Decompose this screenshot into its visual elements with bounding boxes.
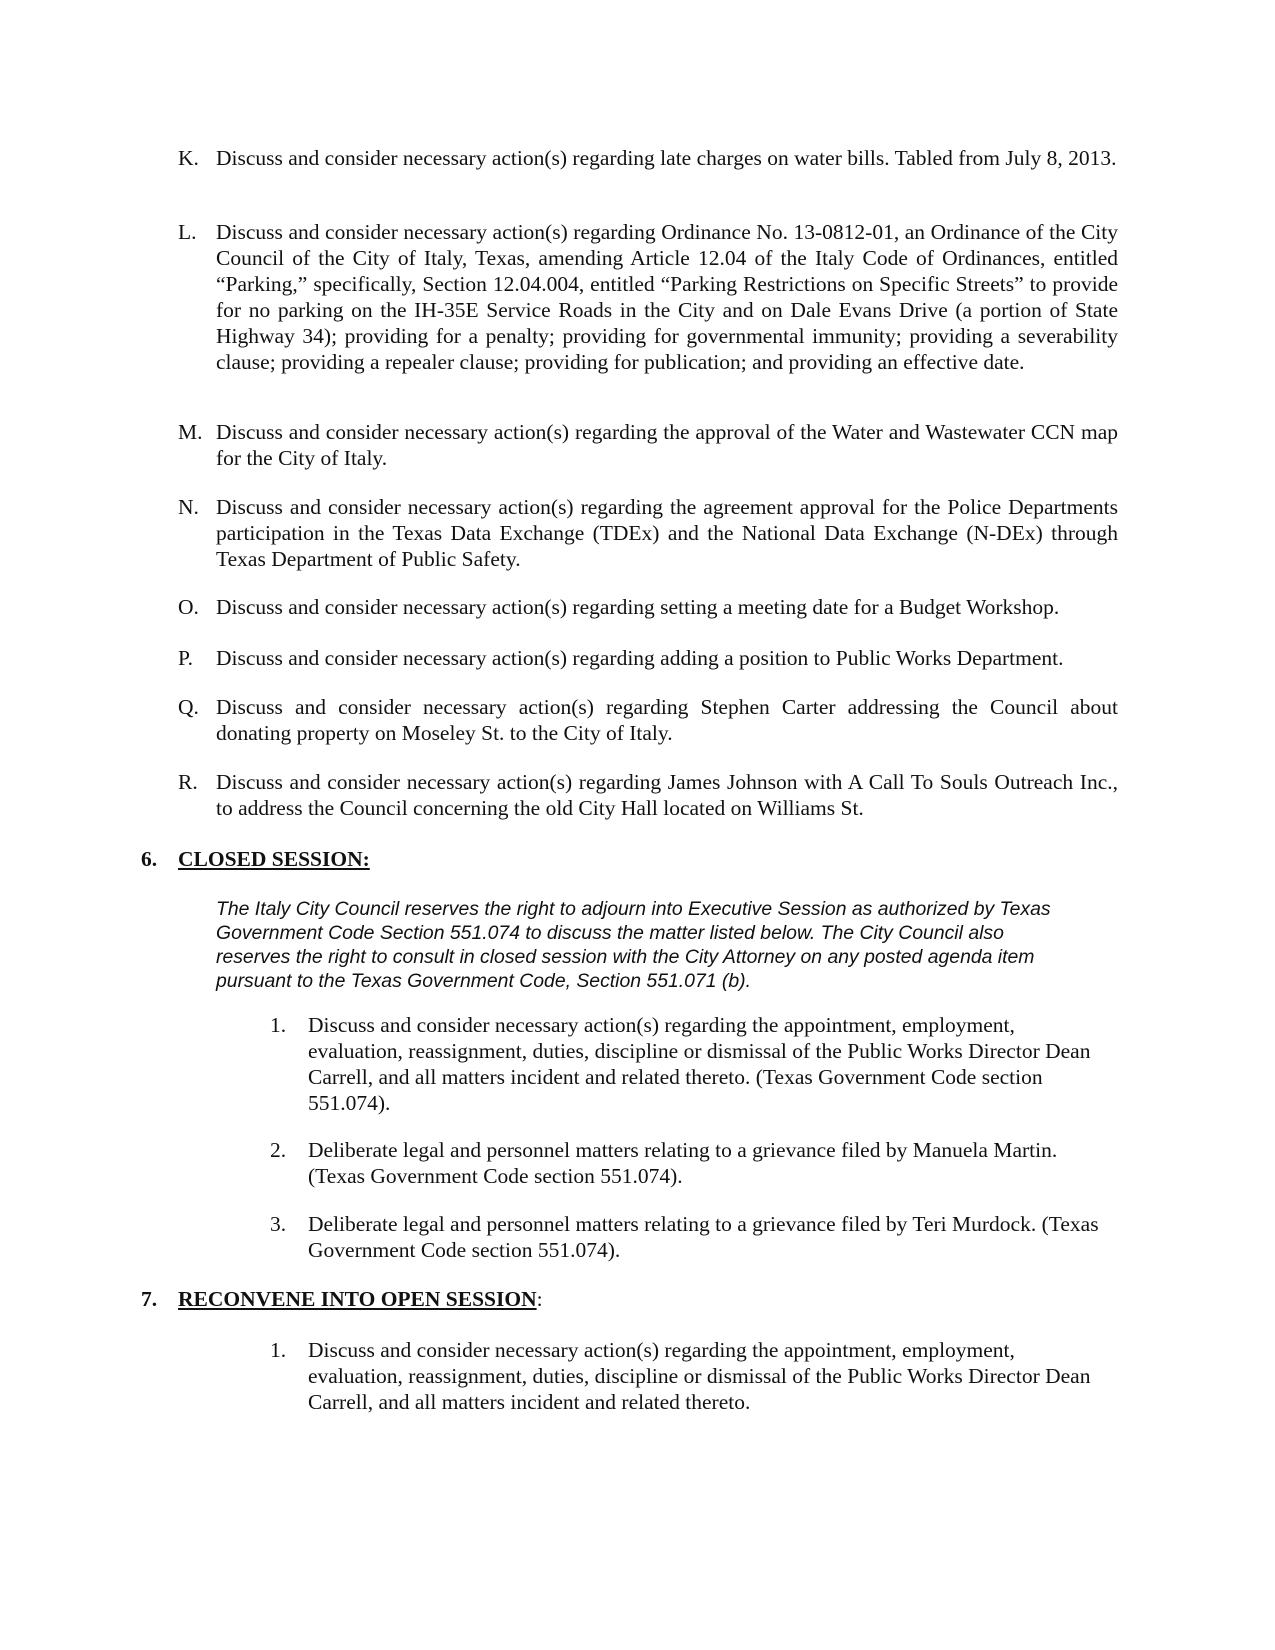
item-marker: Q. — [178, 695, 199, 719]
section-number: 7. — [141, 1287, 158, 1311]
item-text: Discuss and consider necessary action(s) regarding the appointment, employment, evaluation, reassignment, duties, discipline or dismissal of the Public Works Director Dean Carrell, and all matters incident and related thereto. — [308, 1338, 1091, 1414]
item-text: Discuss and consider necessary action(s) regarding James Johnson with A Call To Souls Outreach Inc., to address the Council concerning the old City Hall located on Williams St. — [216, 770, 1118, 820]
item-marker: P. — [178, 646, 193, 670]
agenda-item-n — [178, 494, 1118, 572]
closed-session-item-2 — [270, 1137, 1110, 1189]
item-text: Discuss and consider necessary action(s) regarding the agreement approval for the Police Departments participation in the Texas Data Exchange (TDEx) and the National Data Exchange (N-DEx) through Texas Department of Public Safety. — [216, 495, 1118, 571]
reconvene-item-1 — [270, 1337, 1110, 1415]
item-marker: 1. — [270, 1338, 287, 1362]
item-text: Discuss and consider necessary action(s) regarding adding a position to Public Works Department. — [216, 646, 1064, 670]
agenda-item-o — [178, 594, 1118, 620]
item-text: Deliberate legal and personnel matters relating to a grievance filed by Teri Murdock. (Texas Government Code section 551.074). — [308, 1212, 1099, 1262]
agenda-item-l — [178, 219, 1118, 375]
section-title-suffix: : — [536, 1287, 543, 1311]
item-text: Deliberate legal and personnel matters relating to a grievance filed by Manuela Martin. (Texas Government Code section 551.074). — [308, 1138, 1058, 1188]
agenda-item-q — [178, 694, 1118, 746]
agenda-item-p — [178, 645, 1118, 671]
section-number: 6. — [141, 847, 158, 871]
agenda-item-r — [178, 769, 1118, 821]
item-text: Discuss and consider necessary action(s) regarding the approval of the Water and Wastewater CCN map for the City of Italy. — [216, 420, 1118, 470]
item-marker: K. — [178, 146, 199, 170]
reconvene-heading — [141, 1286, 543, 1312]
closed-session-item-1 — [270, 1012, 1110, 1116]
item-marker: R. — [178, 770, 198, 794]
closed-session-heading — [141, 846, 370, 872]
item-text: Discuss and consider necessary action(s) regarding the appointment, employment, evaluation, reassignment, duties, discipline or dismissal of the Public Works Director Dean Carrell, and all matters incident and related thereto. (Texas Government Code section 551.074). — [308, 1013, 1091, 1115]
section-title: RECONVENE INTO OPEN SESSION — [178, 1287, 537, 1311]
item-text: Discuss and consider necessary action(s) regarding Stephen Carter addressing the Council about donating property on Moseley St. to the City of Italy. — [216, 695, 1118, 745]
item-marker: N. — [178, 495, 199, 519]
item-marker: M. — [178, 420, 203, 444]
item-text: Discuss and consider necessary action(s) regarding late charges on water bills. Tabled from July 8, 2013. — [216, 146, 1117, 170]
item-marker: L. — [178, 220, 197, 244]
closed-session-note: The Italy City Council reserves the right to adjourn into Executive Session as authorized by Texas Government Code Section 551.074 to discuss the matter listed below. The City Council also reserves the right to consult in closed session with the City Attorney on any posted agenda item pursuant to the Texas Government Code, Section 551.071 (b). — [216, 898, 1051, 992]
section-title: CLOSED SESSION: — [178, 847, 370, 871]
agenda-item-m — [178, 419, 1118, 471]
item-text: Discuss and consider necessary action(s) regarding Ordinance No. 13-0812-01, an Ordinance of the City Council of the City of Italy, Texas, amending Article 12.04 of the Italy Code of Ordinances, entitled “Parking,” specifically, Section 12.04.004, entitled “Parking Restrictions on Specific Streets” to provide for no parking on the IH-35E Service Roads in the City and on Dale Evans Drive (a portion of State Highway 34); providing for a penalty; providing for governmental immunity; providing a severability clause; providing a repealer clause; providing for publication; and providing an effective date. — [216, 220, 1118, 374]
item-marker: O. — [178, 595, 199, 619]
item-marker: 3. — [270, 1212, 287, 1236]
item-marker: 1. — [270, 1013, 287, 1037]
item-marker: 2. — [270, 1138, 287, 1162]
item-text: Discuss and consider necessary action(s) regarding setting a meeting date for a Budget Workshop. — [216, 595, 1060, 619]
closed-session-item-3 — [270, 1211, 1110, 1263]
agenda-item-k — [178, 145, 1118, 171]
